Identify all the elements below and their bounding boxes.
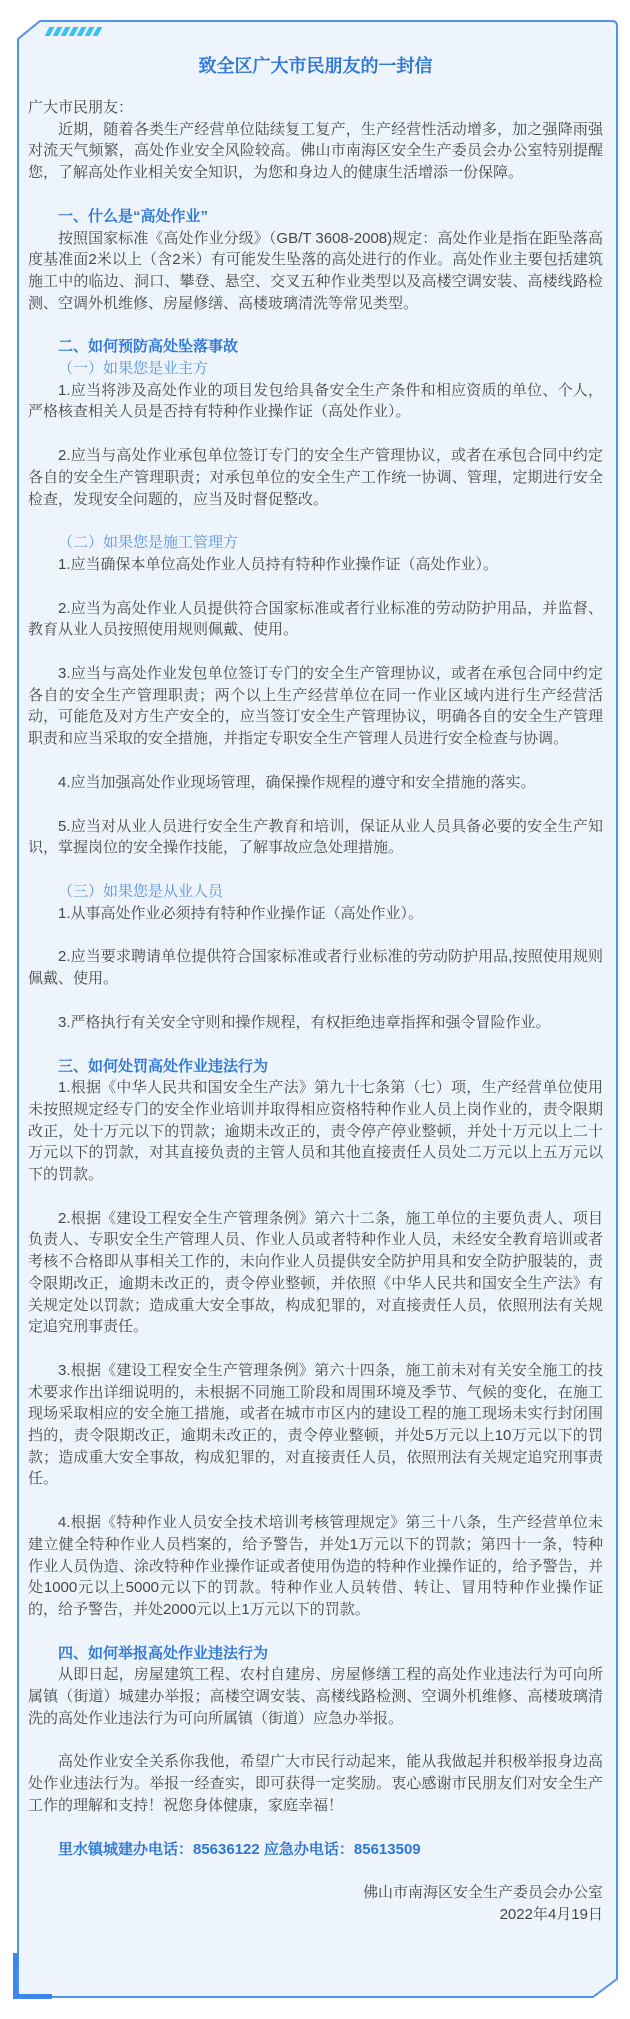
letter-title: 致全区广大市民朋友的一封信 xyxy=(198,56,433,76)
paragraph-heading: 四、如何举报高处作业违法行为 xyxy=(58,1644,269,1662)
paragraph-body: 按照国家标准《高处作业分级》（GB/T 3608-2008)规定：高处作业是指在距坠落高度基准面2米以上（含2米）有可能发生坠落的高处进行的作业。高处作业主要包括建筑施工中的临边、洞口、攀登、悬空、交叉五种作业类型以及高楼空调安装、高楼线路检测、空调外机维修、房屋修缮、高楼玻璃清洗等常见类型。 xyxy=(28,229,603,312)
paragraph-body: 2.应当要求聘请单位提供符合国家标准或者行业标准的劳动防护用品,按照使用规则佩戴、使用。 xyxy=(28,948,603,988)
paragraph-body: 2.根据《建设工程安全生产管理条例》第六十二条，施工单位的主要负责人、项目负责人、专职安全生产管理人员、作业人员或者特种作业人员，未经安全教育培训或者考核不合格即从事相关工作的，未向作业人员提供安全防护用具和安全防护服装的，责令限期改正，逾期未改正的，责令停业整顿，并依照《中华人民共和国安全生产法》有关规定处以罚款；造成重大安全事故，构成犯罪的，对直接责任人员，依照刑法有关规定追究刑事责任。 xyxy=(28,1209,603,1336)
paragraph-body: 高处作业安全关系你我他，希望广大市民行动起来，能从我做起并积极举报身边高处作业违法行为。举报一经查实，即可获得一定奖励。衷心感谢市民朋友们对安全生产工作的理解和支持！祝您身体健康，家庭幸福！ xyxy=(28,1753,603,1814)
paragraph-sub: （三）如果您是从业人员 xyxy=(58,882,224,900)
paragraph-body: 1.根据《中华人民共和国安全生产法》第九十七条第（七）项，生产经营单位使用未按照规定经专门的安全作业培训并取得相应资格特种作业人员上岗作业的，责令限期改正，处十万元以下的罚款；逾期未改正的，责令停产停业整顿，并处十万元以上二十万元以下的罚款，对其直接负责的主管人员和其他直接责任人员处二万元以上五万元以下的罚款。 xyxy=(28,1079,603,1184)
paragraph-body: 4.根据《特种作业人员安全技术培训考核管理规定》第三十八条，生产经营单位未建立健全特种作业人员档案的，给予警告，并处1万元以下的罚款；第四十一条，特种作业人员伪造、涂改特种作业操作证或者使用伪造的特种作业操作证的，给予警告，并处1000元以上5000元以下的罚款。特种作业人员转借、转让、冒用特种作业操作证的，给予警告，并处2000元以上1万元以下的罚款。 xyxy=(28,1514,603,1618)
paragraph-sub: （二）如果您是施工管理方 xyxy=(58,534,239,552)
paragraph-body: 2.应当与高处作业承包单位签订专门的安全生产管理协议，或者在承包合同中约定各自的安全生产管理职责；对承包单位的安全生产工作统一协调、管理，定期进行安全检查，发现安全问题的，应当及时督促整改。 xyxy=(28,447,603,508)
paragraph-salutation: 广大市民朋友： xyxy=(28,99,134,116)
paragraph-heading: 一、什么是“高处作业” xyxy=(58,207,209,225)
paragraph-body: 近期，随着各类生产经营单位陆续复工复产，生产经营性活动增多，加之强降雨强对流天气频繁，高处作业安全风险较高。佛山市南海区安全生产委员会办公室特别提醒您，了解高处作业相关安全知识，为您和身边人的健康生活增添一份保障。 xyxy=(28,120,603,182)
paragraph-body: 4.应当加强高处作业现场管理，确保操作规程的遵守和安全措施的落实。 xyxy=(58,773,536,791)
paragraph-body: 1.应当将涉及高处作业的项目发包给具备安全生产条件和相应资质的单位、个人，严格核查相关人员是否持有特种作业操作证（高处作业）。 xyxy=(28,381,603,421)
paragraph-body: 5.应当对从业人员进行安全生产教育和培训，保证从业人员具备必要的安全生产知识，掌握岗位的安全操作技能，了解事故应急处理措施。 xyxy=(28,817,603,857)
paragraph-body: 从即日起，房屋建筑工程、农村自建房、房屋修缮工程的高处作业违法行为可向所属镇（街道）城建办举报；高楼空调安装、高楼线路检测、空调外机维修、高楼玻璃清洗的高处作业违法行为可向所属镇（街道）应急办举报。 xyxy=(28,1666,603,1727)
letter-body xyxy=(28,97,603,1926)
paragraph-heading: 三、如何处罚高处作业违法行为 xyxy=(58,1057,269,1075)
paragraph-heading: 二、如何预防高处坠落事故 xyxy=(58,338,239,356)
paragraph-date: 2022年4月19日 xyxy=(499,1906,603,1923)
paragraph-body: 3.严格执行有关安全守则和操作规程，有权拒绝违章指挥和强令冒险作业。 xyxy=(58,1013,551,1031)
paragraph-contact: 里水镇城建办电话：85636122 应急办电话：85613509 xyxy=(58,1840,421,1858)
paragraph-signature: 佛山市南海区安全生产委员会办公室 xyxy=(362,1884,603,1902)
hazard-stripes-icon xyxy=(47,27,100,36)
paragraph-body: 1.应当确保本单位高处作业人员持有特种作业操作证（高处作业）。 xyxy=(58,555,499,573)
letter-card xyxy=(16,21,617,1997)
paragraph-body: 3.应当与高处作业发包单位签订专门的安全生产管理协议，或者在承包合同中约定各自的安全生产管理职责；两个以上生产经营单位在同一作业区域内进行生产经营活动，可能危及对方生产安全的，应当签订安全生产管理协议，明确各自的安全生产管理职责和应当采取的安全措施，并指定专职安全生产管理人员进行安全检查与协调。 xyxy=(28,665,603,748)
paragraph-body: 3.根据《建设工程安全生产管理条例》第六十四条，施工前未对有关安全施工的技术要求作出详细说明的，未根据不同施工阶段和周围环境及季节、气候的变化，在施工现场采取相应的安全施工措施，或者在城市市区内的建设工程的施工现场未实行封闭围挡的，责令限期改正，逾期未改正的，责令停业整顿，并处5万元以上10万元以下的罚款；造成重大安全事故，构成犯罪的，对直接责任人员，依照刑法有关规定追究刑事责任。 xyxy=(28,1361,603,1488)
paragraph-sub: （一）如果您是业主方 xyxy=(58,360,209,378)
paragraph-body: 2.应当为高处作业人员提供符合国家标准或者行业标准的劳动防护用品，并监督、教育从业人员按照使用规则佩戴、使用。 xyxy=(28,599,603,639)
paragraph-body: 1.从事高处作业必须持有特种作业操作证（高处作业）。 xyxy=(58,904,424,922)
